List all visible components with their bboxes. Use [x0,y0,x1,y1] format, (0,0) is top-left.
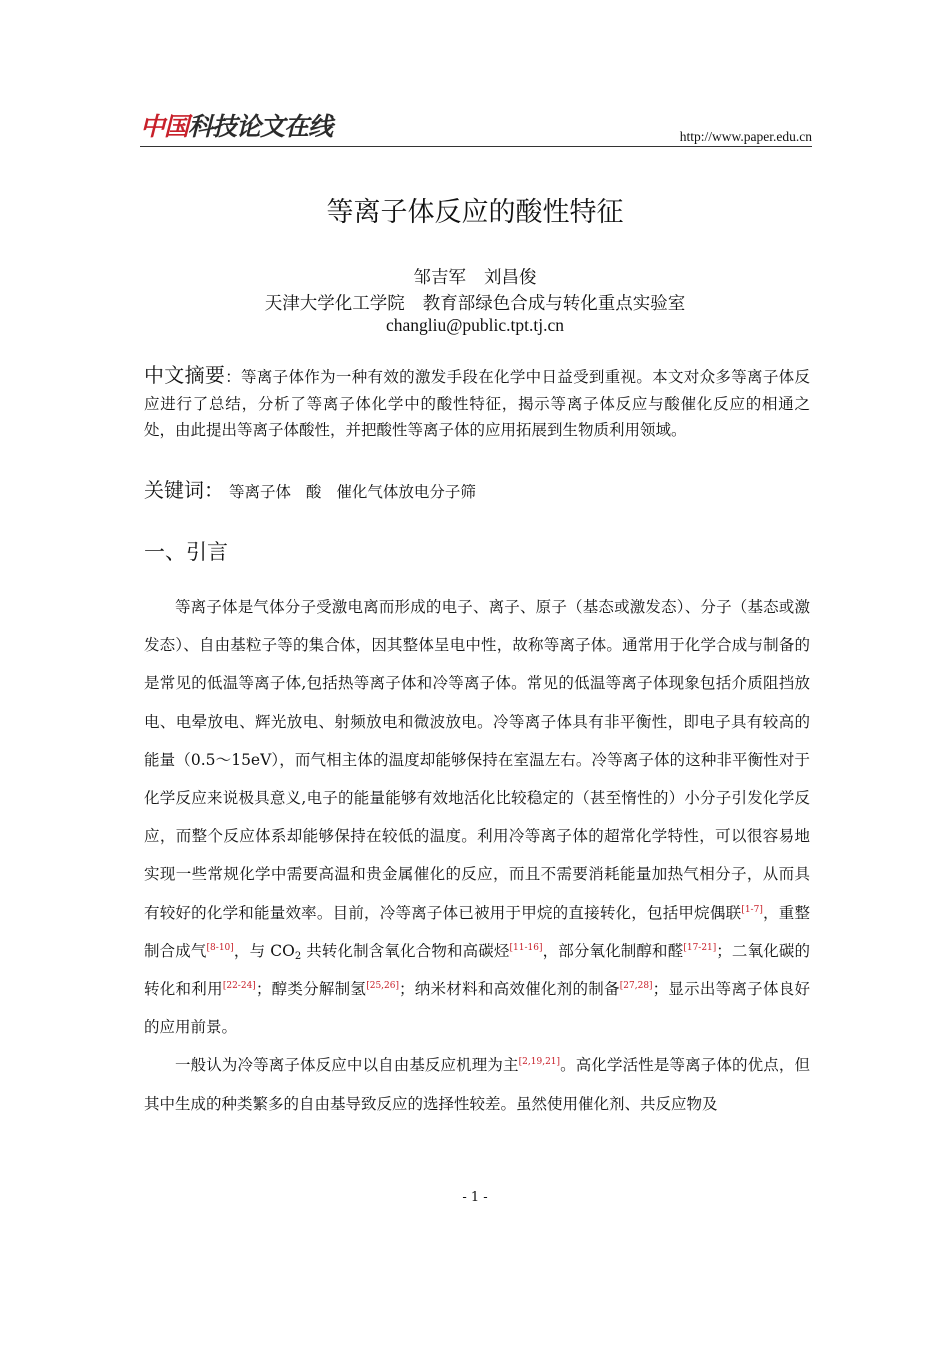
site-logo[interactable] [140,112,332,142]
affiliation: 天津大学化工学院 [264,294,405,314]
keyword: 酸 [305,483,322,501]
citation[interactable]: [25,26] [366,981,399,992]
logo-text-dark: 科技论文在线 [188,112,333,141]
affiliation: 教育部绿色合成与转化重点实验室 [422,294,686,314]
text-run: ，部分氧化制醇和醛 [542,941,684,960]
text-run: ，重整制合成气 [144,903,810,960]
keywords-label: 关键词： [144,478,224,502]
paragraph [144,588,810,1046]
text-run: 。高化学活性是等离子体的优点，但其中生成的种类繁多的自由基导致反应的选择性较差。虽然使用催化剂、共反应物及 [144,1056,810,1113]
text-run: ，与 CO [233,941,295,960]
text-run: ；纳米材料和高效催化剂的制备 [399,980,620,999]
author-line [0,264,950,289]
affiliation-line [0,290,950,315]
citation[interactable]: [27,28] [619,981,653,992]
citation[interactable]: [1-7] [741,904,763,915]
subscript: 2 [294,950,302,962]
keyword: 等离子体 [228,483,291,501]
body-text [144,588,810,1123]
citation[interactable]: [11-16] [509,942,543,953]
author-name: 邹吉军 [413,268,466,288]
abstract [144,362,810,444]
keyword: 催化气体放电分子筛 [336,483,476,501]
text-run: 等离子体是气体分子受激电离而形成的电子、离子、原子（基态或激发态）、分子（基态或激发态）、自由基粒子等的集合体，因其整体呈电中性，故称等离子体。通常用于化学合成与制备的是常见的低温等离子体,包括热等离子体和冷等离子体。常见的低温等离子体现象包括介质阻挡放电、电晕放电、辉光放电、射频放电和微波放电。冷等离子体具有非平衡性，即电子具有较高的能量（0.5～15eV），而气相主体的温度却能够保持在室温左右。冷等离子体的这种非平衡性对于化学反应来说极具意义,电子的能量能够有效地活化比较稳定的（甚至惰性的）小分子引发化学反应，而整个反应体系却能够保持在较低的温度。利用冷等离子体的超常化学特性，可以很容易地实现一些常规化学中需要高温和贵金属催化的反应，而且不需要消耗能量加热气相分子，从而具有较好的化学和能量效率。目前，冷等离子体已被用于甲烷的直接转化，包括甲烷偶联 [144,598,810,922]
paragraph [144,1046,810,1122]
keywords [144,475,476,507]
citation[interactable]: [17-21] [683,942,717,953]
citation[interactable]: [22-24] [222,981,256,992]
author-email[interactable]: changliu@public.tpt.tj.cn [386,315,564,335]
citation[interactable]: [8-10] [206,942,234,953]
abstract-text: ：等离子体作为一种有效的激发手段在化学中日益受到重视。本文对众多等离子体反应进行了总结，分析了等离子体化学中的酸性特征，揭示等离子体反应与酸催化反应的相通之处，由此提出等离子体酸性，并把酸性等离子体的应用拓展到生物质利用领域。 [144,368,810,439]
section-heading: 一、引言 [144,540,228,564]
text-run: ；醇类分解制氢 [255,980,367,999]
author-name: 刘昌俊 [484,268,537,288]
page-header [140,112,812,147]
citation[interactable]: [2,19,21] [518,1057,561,1068]
page-number: - 1 - [462,1190,488,1205]
text-run: ；显示出等离子体良好的应用前景。 [144,980,810,1037]
abstract-label: 中文摘要 [144,363,226,387]
text-run: 共转化制含氧化合物和高碳烃 [301,941,510,960]
site-url[interactable]: http://www.paper.edu.cn [679,129,812,144]
paper-title: 等离子体反应的酸性特征 [326,197,624,228]
text-run: 一般认为冷等离子体反应中以自由基反应机理为主 [175,1056,519,1075]
logo-text-red: 中国 [140,112,189,141]
text-run: ；二氧化碳的转化和利用 [144,941,810,999]
